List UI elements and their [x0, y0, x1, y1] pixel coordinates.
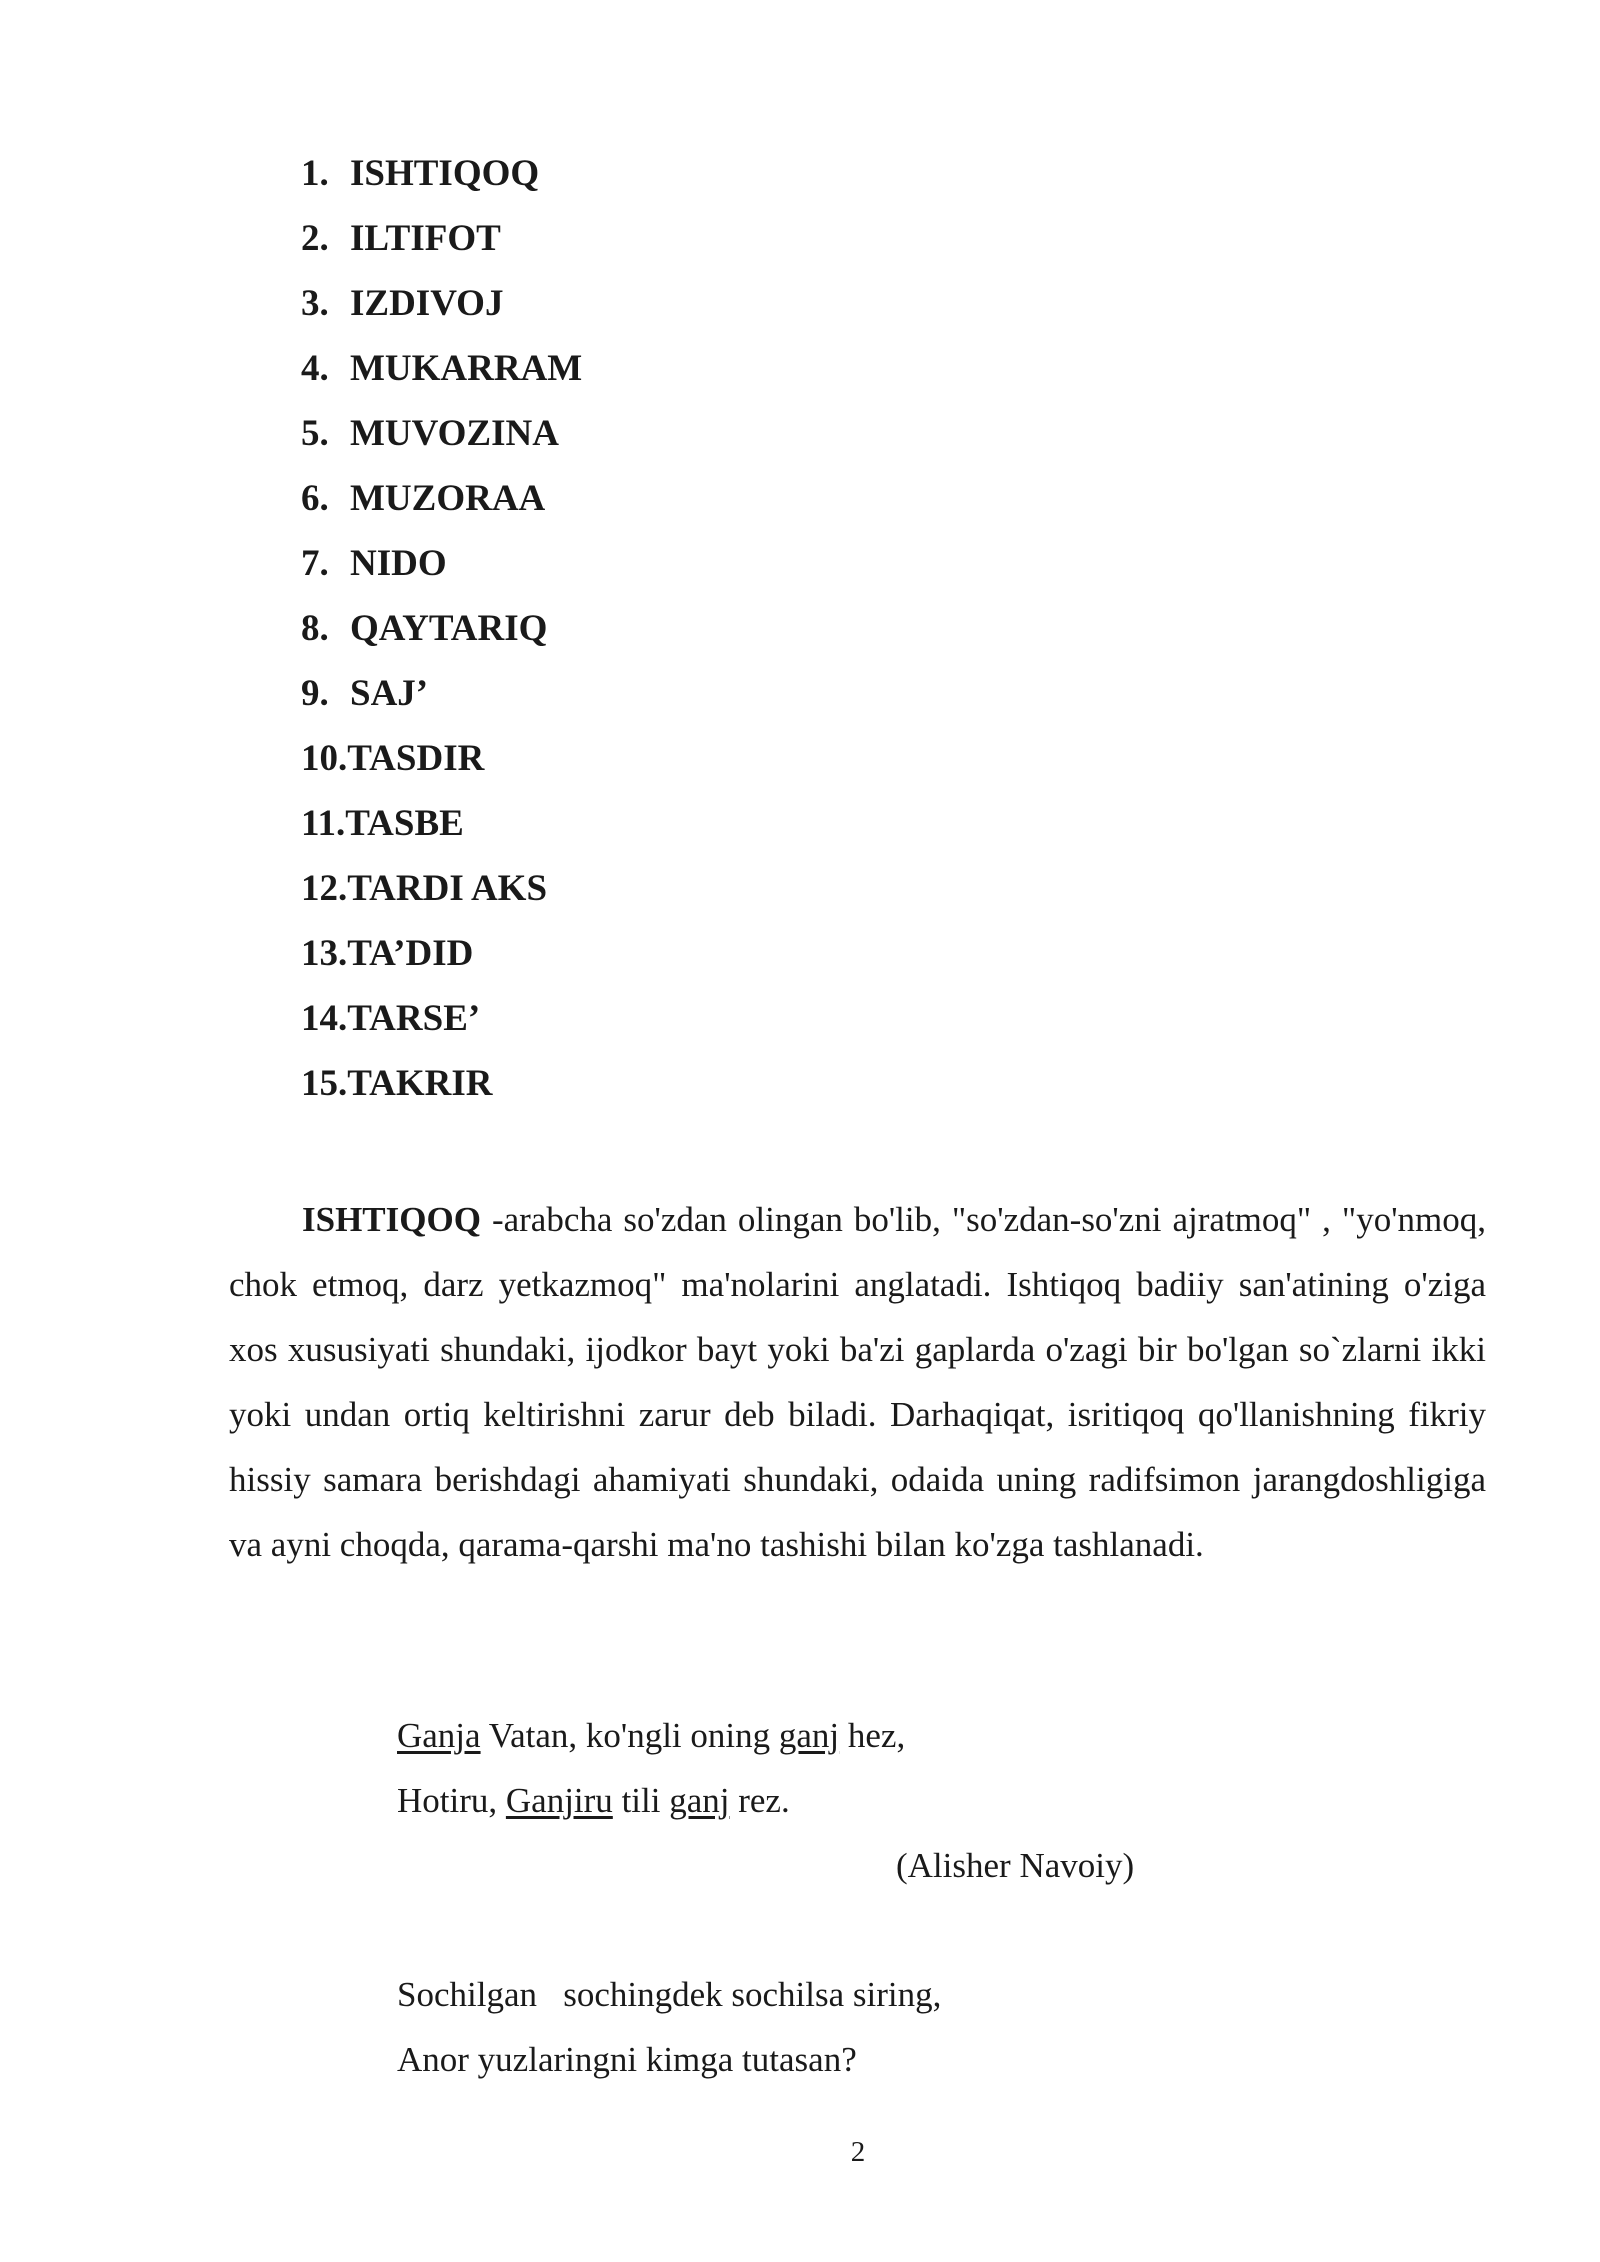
- underlined-word: ganj: [778, 1716, 840, 1755]
- list-item: [301, 473, 582, 538]
- list-item-number: 11.: [301, 803, 346, 844]
- list-item-term: ILTIFOT: [350, 218, 501, 259]
- list-item-number: 5.: [301, 413, 329, 454]
- list-item-number: 1.: [301, 153, 329, 194]
- poem-text: hez,: [839, 1716, 906, 1755]
- poem-quote-2: [397, 1962, 941, 2092]
- list-item-term: TAKRIR: [347, 1063, 493, 1104]
- list-item-number: 7.: [301, 543, 329, 584]
- list-item-term: TA’DID: [347, 933, 474, 974]
- poem-text: Hotiru,: [397, 1781, 506, 1820]
- list-item-term: MUZORAA: [350, 478, 546, 519]
- list-item: [301, 1058, 582, 1123]
- list-item: [301, 993, 582, 1058]
- list-item-term: TARSE’: [347, 998, 481, 1039]
- list-item: [301, 213, 582, 278]
- list-item-term: TASBE: [345, 803, 464, 844]
- list-item-number: 12.: [301, 868, 348, 909]
- underlined-word: ganj: [669, 1781, 730, 1820]
- list-item-term: QAYTARIQ: [350, 608, 548, 649]
- figure-list: [301, 148, 582, 1123]
- underlined-word: Ganja: [397, 1716, 481, 1755]
- list-item-number: 13.: [301, 933, 348, 974]
- list-item: [301, 798, 582, 863]
- poem-quote-1: [397, 1703, 905, 1833]
- list-item-term: IZDIVOJ: [350, 283, 504, 324]
- list-item-term: NIDO: [350, 543, 447, 584]
- poem-text: tili: [612, 1781, 670, 1820]
- list-item-term: ISHTIQOQ: [350, 153, 540, 194]
- list-item: [301, 603, 582, 668]
- list-item-term: MUVOZINA: [350, 413, 559, 454]
- list-item: [301, 343, 582, 408]
- list-item-number: 10.: [301, 738, 348, 779]
- list-item-number: 15.: [301, 1063, 348, 1104]
- list-item-term: TARDI AKS: [347, 868, 548, 909]
- definition-paragraph: [229, 1187, 1486, 1577]
- poem-line: Anor yuzlaringni kimga tutasan?: [397, 2040, 857, 2079]
- poem-line: [397, 1703, 905, 1768]
- poem-text: rez.: [729, 1781, 790, 1820]
- list-item-number: 8.: [301, 608, 329, 649]
- list-item: [301, 148, 582, 213]
- poem-author: (Alisher Navoiy): [896, 1846, 1135, 1885]
- list-item: [301, 408, 582, 473]
- list-item-number: 4.: [301, 348, 329, 389]
- list-item: [301, 668, 582, 733]
- underlined-word: Ganjiru: [505, 1781, 613, 1820]
- definition-text: -arabcha so'zdan olingan bo'lib, "so'zdan-so'zni ajratmoq" , "yo'nmoq, chok etmoq, darz yetkazmoq" ma'nolarini anglatadi. Ishtiqoq badiiy san'atining o'ziga xos xususiyati shundaki, ijodkor bayt yoki ba'zi gaplarda o'zagi bir bo'lgan so`zlarni ikki yoki undan ortiq keltirishni zarur deb biladi. Darhaqiqat, isritiqoq qo'llanishning fikriy hissiy samara berishdagi ahamiyati shundaki, odaida uning radifsimon jarangdoshligiga va ayni choqda, qarama-qarshi ma'no tashishi bilan ko'zga tashlanadi.: [229, 1200, 1486, 1564]
- list-item-number: 9.: [301, 673, 329, 714]
- list-item-number: 3.: [301, 283, 329, 324]
- list-item: [301, 863, 582, 928]
- list-item-number: 6.: [301, 478, 329, 519]
- list-item: [301, 538, 582, 603]
- defined-term: ISHTIQOQ: [302, 1200, 481, 1239]
- list-item-number: 14.: [301, 998, 348, 1039]
- list-item: [301, 928, 582, 993]
- page-number: 2: [850, 2136, 866, 2168]
- poem-line: [397, 1768, 905, 1833]
- list-item: [301, 733, 582, 798]
- list-item-term: MUKARRAM: [350, 348, 583, 389]
- list-item-number: 2.: [301, 218, 329, 259]
- poem-text: Vatan, ko'ngli oning: [480, 1716, 779, 1755]
- poem-line: Sochilgan sochingdek sochilsa siring,: [397, 1975, 942, 2014]
- list-item-term: TASDIR: [347, 738, 485, 779]
- list-item-term: SAJ’: [350, 673, 429, 714]
- list-item: [301, 278, 582, 343]
